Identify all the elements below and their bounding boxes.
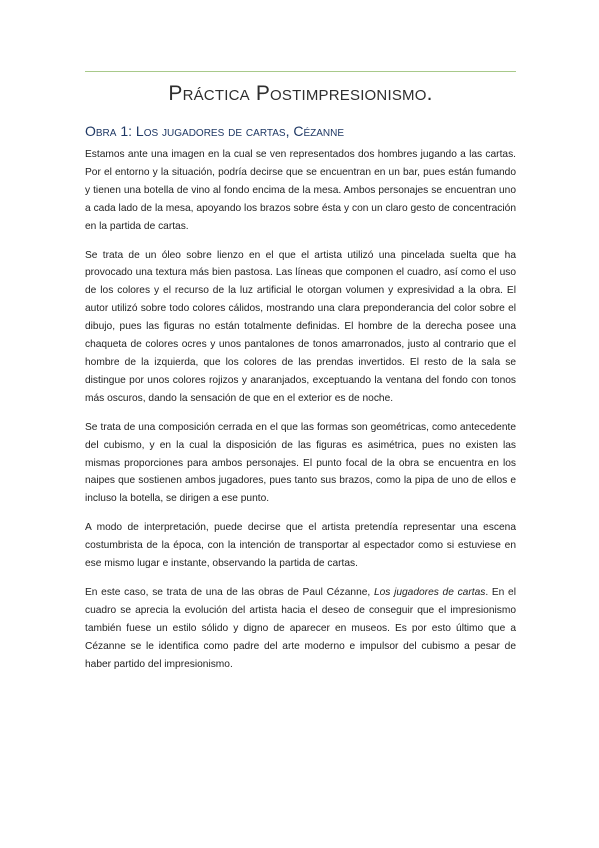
artwork-title: Los jugadores de cartas (373, 586, 486, 598)
paragraph: Estamos ante una imagen en la cual se ven representados dos hombres jugando a las cartas. Por el entorno y la situación, podría decirse que se encuentran en un bar, pues están fumando y tienen una botella de vino al fondo encima de la mesa. Ambos personajes se encuentran uno a cada lado de la mesa, apoyando los brazos sobre ésta y con un claro gesto de concentración en la partida de cartas. (85, 149, 516, 232)
page-title: Práctica Postimpresionismo. (168, 82, 433, 105)
document-body (85, 146, 516, 684)
paragraph: Se trata de una composición cerrada en el que las formas son geométricas, como antecedente del cubismo, y en la cual la disposición de las figuras es asimétrica, pues no existen las mismas proporciones para ambos personajes. El punto focal de la obra se encuentra en los naipes que sostienen ambos jugadores, pues tanto sus brazos, como la pipa de uno de ellos e incluso la botella, se dirigen a ese punto. (85, 421, 516, 505)
paragraph-text: . En el cuadro se aprecia la evolución del artista hacia el deseo de conseguir que el impresionismo también fuese un estilo sólido y digno de aparecer en museos. Es por esto último que a Cézanne se le identifica como padre del arte moderno e impulsor del cubismo a pesar de haber partido del impresionismo. (85, 586, 516, 670)
section-heading: Obra 1: Los jugadores de cartas, Cézanne (85, 123, 345, 139)
paragraph-text: En este caso, se trata de una de las obras de Paul Cézanne, (85, 586, 374, 598)
paragraph-last (85, 584, 516, 674)
paragraph: A modo de interpretación, puede decirse que el artista pretendía representar una escena costumbrista de la época, con la intención de transportar al espectador como si estuviese en ese mismo lugar e instante, observando la partida de cartas. (85, 522, 516, 570)
paragraph: Se trata de un óleo sobre lienzo en el que el artista utilizó una pincelada suelta que ha provocado una textura más bien pastosa. Las líneas que componen el cuadro, así como el uso de los colores y el recurso de la luz artificial le otorgan volumen y expresividad a la obra. El autor utilizó sobre todo colores cálidos, mostrando una clara preponderancia del color sobre el dibujo, pues las figuras no están totalmente definidas. El hombre de la derecha posee una chaqueta de colores ocres y unos pantalones de tonos amarronados, justo al contrario que el hombre de la izquierda, que los colores de las prendas invertidos. El resto de la sala se distingue por unos colores rojizos y anaranjados, exceptuando la ventana del fondo con tonos más oscuros, dando la sensación de que en el exterior es de noche. (85, 249, 516, 404)
title-rule (85, 71, 516, 72)
